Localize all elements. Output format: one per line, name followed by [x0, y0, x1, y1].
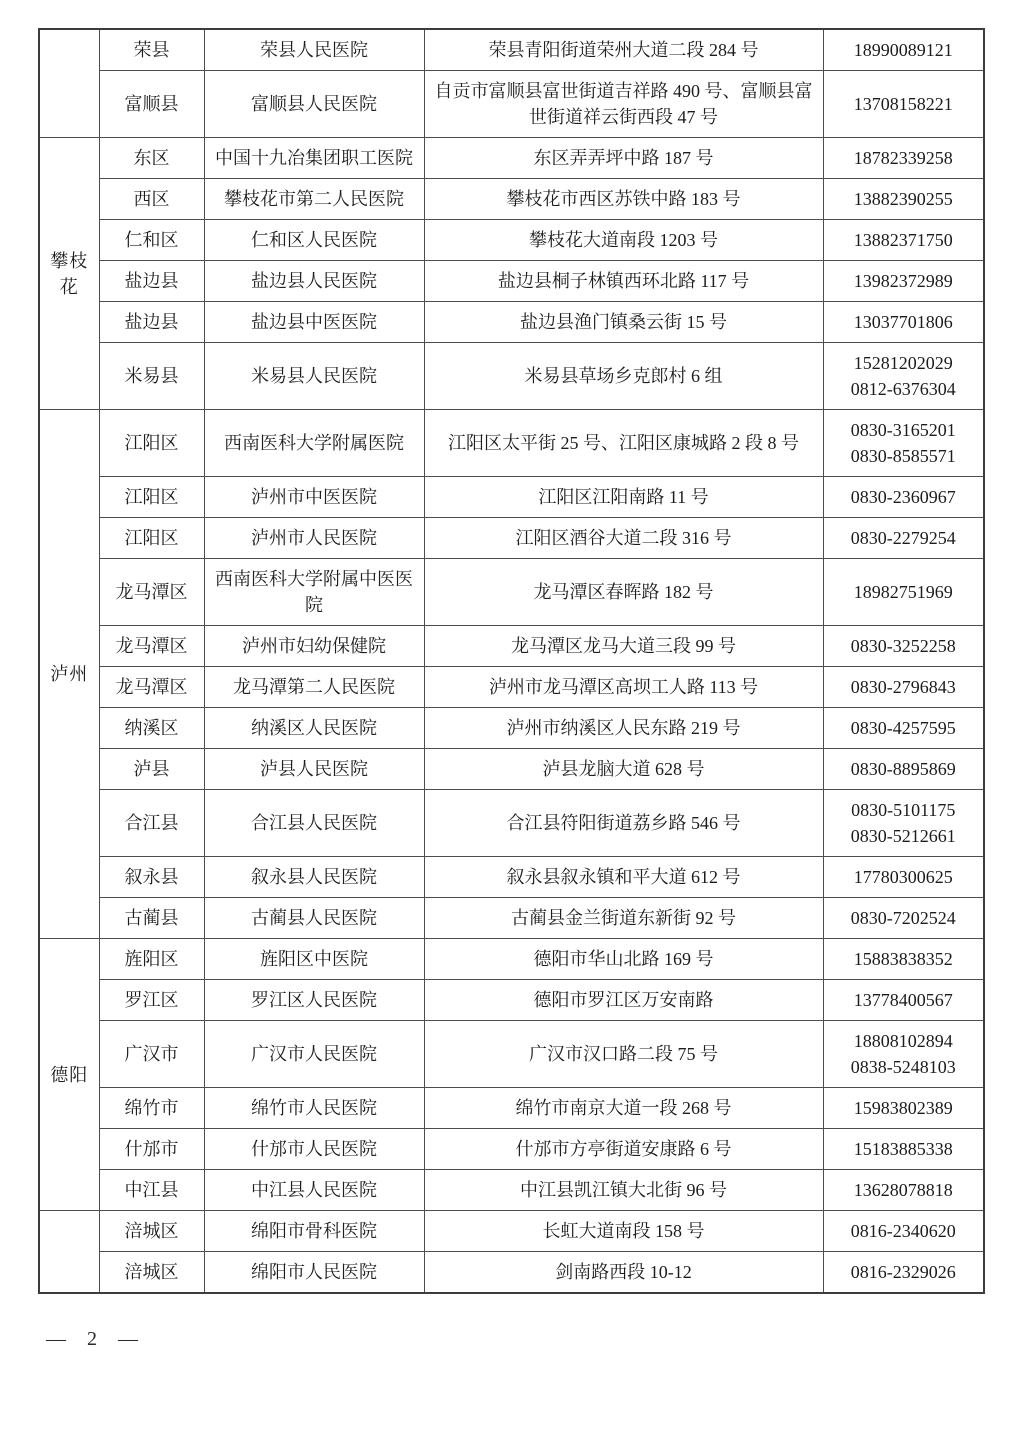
hospital-cell: 合江县人民医院 [204, 790, 424, 857]
phone-number: 13882390255 [853, 189, 953, 209]
hospital-cell: 富顺县人民医院 [204, 71, 424, 138]
phone-cell [823, 857, 984, 898]
address-cell: 广汉市汉口路二段 75 号 [424, 1021, 823, 1088]
hospital-cell: 中国十九冶集团职工医院 [204, 138, 424, 179]
phone-cell [823, 1252, 984, 1294]
phone-number: 0812-6376304 [850, 379, 956, 399]
address-cell: 德阳市罗江区万安南路 [424, 980, 823, 1021]
hospital-cell: 泸州市妇幼保健院 [204, 626, 424, 667]
hospital-cell: 泸州市人民医院 [204, 518, 424, 559]
hospital-cell: 龙马潭第二人民医院 [204, 667, 424, 708]
hospital-cell: 攀枝花市第二人民医院 [204, 179, 424, 220]
district-cell: 中江县 [99, 1170, 204, 1211]
table-row [39, 708, 984, 749]
hospital-cell: 西南医科大学附属中医医院 [204, 559, 424, 626]
city-cell: 攀枝花 [39, 138, 99, 410]
phone-number: 0830-3252258 [850, 636, 956, 656]
table-row [39, 343, 984, 410]
table-row [39, 302, 984, 343]
district-cell: 旌阳区 [99, 939, 204, 980]
address-cell: 中江县凯江镇大北街 96 号 [424, 1170, 823, 1211]
phone-number: 0830-2360967 [850, 487, 956, 507]
district-cell: 东区 [99, 138, 204, 179]
phone-number: 13778400567 [853, 990, 953, 1010]
address-cell: 东区弄弄坪中路 187 号 [424, 138, 823, 179]
phone-number: 13037701806 [853, 312, 953, 332]
phone-cell [823, 790, 984, 857]
hospital-table [38, 28, 985, 1294]
address-cell: 泸县龙脑大道 628 号 [424, 749, 823, 790]
district-cell: 龙马潭区 [99, 559, 204, 626]
address-cell: 龙马潭区龙马大道三段 99 号 [424, 626, 823, 667]
table-row [39, 1211, 984, 1252]
district-cell: 古蔺县 [99, 898, 204, 939]
phone-cell [823, 1088, 984, 1129]
table-row [39, 1170, 984, 1211]
district-cell: 西区 [99, 179, 204, 220]
district-cell: 什邡市 [99, 1129, 204, 1170]
district-cell: 荣县 [99, 29, 204, 71]
phone-cell [823, 559, 984, 626]
phone-cell [823, 1170, 984, 1211]
address-cell: 剑南路西段 10-12 [424, 1252, 823, 1294]
phone-number: 0830-7202524 [850, 908, 956, 928]
hospital-cell: 泸州市中医医院 [204, 477, 424, 518]
phone-cell [823, 343, 984, 410]
address-cell: 泸州市龙马潭区高坝工人路 113 号 [424, 667, 823, 708]
phone-cell [823, 626, 984, 667]
table-row [39, 220, 984, 261]
address-cell: 长虹大道南段 158 号 [424, 1211, 823, 1252]
phone-cell [823, 1211, 984, 1252]
hospital-cell: 旌阳区中医院 [204, 939, 424, 980]
phone-cell [823, 1129, 984, 1170]
district-cell: 米易县 [99, 343, 204, 410]
address-cell: 泸州市纳溪区人民东路 219 号 [424, 708, 823, 749]
phone-cell [823, 179, 984, 220]
hospital-cell: 绵阳市骨科医院 [204, 1211, 424, 1252]
district-cell: 纳溪区 [99, 708, 204, 749]
district-cell: 泸县 [99, 749, 204, 790]
address-cell: 绵竹市南京大道一段 268 号 [424, 1088, 823, 1129]
table-row [39, 1021, 984, 1088]
address-cell: 江阳区江阳南路 11 号 [424, 477, 823, 518]
hospital-cell: 绵竹市人民医院 [204, 1088, 424, 1129]
phone-cell [823, 1021, 984, 1088]
district-cell: 合江县 [99, 790, 204, 857]
table-row [39, 1129, 984, 1170]
table-row [39, 138, 984, 179]
phone-cell [823, 261, 984, 302]
table-row [39, 749, 984, 790]
district-cell: 江阳区 [99, 410, 204, 477]
phone-cell [823, 898, 984, 939]
hospital-cell: 中江县人民医院 [204, 1170, 424, 1211]
phone-number: 0830-3165201 [850, 420, 956, 440]
district-cell: 盐边县 [99, 261, 204, 302]
table-row [39, 477, 984, 518]
phone-cell [823, 410, 984, 477]
address-cell: 什邡市方亭街道安康路 6 号 [424, 1129, 823, 1170]
address-cell: 米易县草场乡克郎村 6 组 [424, 343, 823, 410]
district-cell: 仁和区 [99, 220, 204, 261]
table-row [39, 790, 984, 857]
table-row [39, 898, 984, 939]
phone-number: 18808102894 [853, 1031, 953, 1051]
table-row [39, 980, 984, 1021]
district-cell: 江阳区 [99, 477, 204, 518]
phone-number: 0816-2340620 [850, 1221, 956, 1241]
phone-cell [823, 708, 984, 749]
address-cell: 江阳区太平街 25 号、江阳区康城路 2 段 8 号 [424, 410, 823, 477]
table-row [39, 1252, 984, 1294]
district-cell: 涪城区 [99, 1252, 204, 1294]
hospital-cell: 罗江区人民医院 [204, 980, 424, 1021]
table-row [39, 667, 984, 708]
phone-cell [823, 939, 984, 980]
phone-number: 0830-5101175 [851, 800, 956, 820]
phone-cell [823, 302, 984, 343]
hospital-cell: 泸县人民医院 [204, 749, 424, 790]
table-row [39, 626, 984, 667]
address-cell: 德阳市华山北路 169 号 [424, 939, 823, 980]
district-cell: 龙马潭区 [99, 667, 204, 708]
table-row [39, 261, 984, 302]
phone-number: 0830-2279254 [850, 528, 956, 548]
phone-number: 17780300625 [853, 867, 953, 887]
address-cell: 荣县青阳街道荣州大道二段 284 号 [424, 29, 823, 71]
address-cell: 古蔺县金兰街道东新街 92 号 [424, 898, 823, 939]
district-cell: 盐边县 [99, 302, 204, 343]
address-cell: 龙马潭区春晖路 182 号 [424, 559, 823, 626]
phone-number: 18982751969 [853, 582, 953, 602]
table-row [39, 410, 984, 477]
phone-cell [823, 138, 984, 179]
page-number: — 2 — [46, 1328, 146, 1350]
hospital-cell: 西南医科大学附属医院 [204, 410, 424, 477]
table-row [39, 857, 984, 898]
address-cell: 江阳区酒谷大道二段 316 号 [424, 518, 823, 559]
phone-cell [823, 29, 984, 71]
phone-number: 15983802389 [853, 1098, 953, 1118]
table-row [39, 29, 984, 71]
district-cell: 叙永县 [99, 857, 204, 898]
hospital-cell: 米易县人民医院 [204, 343, 424, 410]
phone-number: 0830-4257595 [850, 718, 956, 738]
district-cell: 绵竹市 [99, 1088, 204, 1129]
phone-number: 18782339258 [853, 148, 953, 168]
address-cell: 攀枝花大道南段 1203 号 [424, 220, 823, 261]
hospital-cell: 绵阳市人民医院 [204, 1252, 424, 1294]
district-cell: 涪城区 [99, 1211, 204, 1252]
hospital-cell: 荣县人民医院 [204, 29, 424, 71]
hospital-cell: 盐边县中医医院 [204, 302, 424, 343]
table-row [39, 559, 984, 626]
hospital-cell: 广汉市人民医院 [204, 1021, 424, 1088]
district-cell: 龙马潭区 [99, 626, 204, 667]
phone-number: 0830-8895869 [850, 759, 956, 779]
phone-number: 15183885338 [853, 1139, 953, 1159]
phone-number: 13708158221 [853, 94, 953, 114]
table-row [39, 1088, 984, 1129]
table-row [39, 939, 984, 980]
table-row [39, 518, 984, 559]
city-cell [39, 29, 99, 138]
phone-number: 13882371750 [853, 230, 953, 250]
phone-number: 0830-5212661 [850, 826, 956, 846]
table-row [39, 71, 984, 138]
phone-number: 0830-8585571 [850, 446, 956, 466]
hospital-cell: 古蔺县人民医院 [204, 898, 424, 939]
phone-cell [823, 477, 984, 518]
city-cell [39, 1211, 99, 1294]
phone-number: 18990089121 [853, 40, 953, 60]
address-cell: 叙永县叙永镇和平大道 612 号 [424, 857, 823, 898]
address-cell: 合江县符阳街道荔乡路 546 号 [424, 790, 823, 857]
hospital-cell: 叙永县人民医院 [204, 857, 424, 898]
table-row [39, 179, 984, 220]
phone-number: 13628078818 [853, 1180, 953, 1200]
hospital-cell: 什邡市人民医院 [204, 1129, 424, 1170]
hospital-cell: 纳溪区人民医院 [204, 708, 424, 749]
district-cell: 广汉市 [99, 1021, 204, 1088]
phone-cell [823, 749, 984, 790]
city-cell: 泸州 [39, 410, 99, 939]
phone-number: 13982372989 [853, 271, 953, 291]
district-cell: 江阳区 [99, 518, 204, 559]
hospital-cell: 仁和区人民医院 [204, 220, 424, 261]
phone-cell [823, 71, 984, 138]
address-cell: 盐边县渔门镇桑云街 15 号 [424, 302, 823, 343]
phone-cell [823, 518, 984, 559]
phone-number: 0830-2796843 [850, 677, 956, 697]
phone-cell [823, 667, 984, 708]
phone-number: 15883838352 [853, 949, 953, 969]
phone-number: 0816-2329026 [850, 1262, 956, 1282]
phone-cell [823, 220, 984, 261]
phone-cell [823, 980, 984, 1021]
phone-number: 0838-5248103 [850, 1057, 956, 1077]
address-cell: 自贡市富顺县富世街道吉祥路 490 号、富顺县富世街道祥云街西段 47 号 [424, 71, 823, 138]
phone-number: 15281202029 [853, 353, 953, 373]
hospital-cell: 盐边县人民医院 [204, 261, 424, 302]
address-cell: 盐边县桐子林镇西环北路 117 号 [424, 261, 823, 302]
district-cell: 罗江区 [99, 980, 204, 1021]
district-cell: 富顺县 [99, 71, 204, 138]
address-cell: 攀枝花市西区苏铁中路 183 号 [424, 179, 823, 220]
city-cell: 德阳 [39, 939, 99, 1211]
